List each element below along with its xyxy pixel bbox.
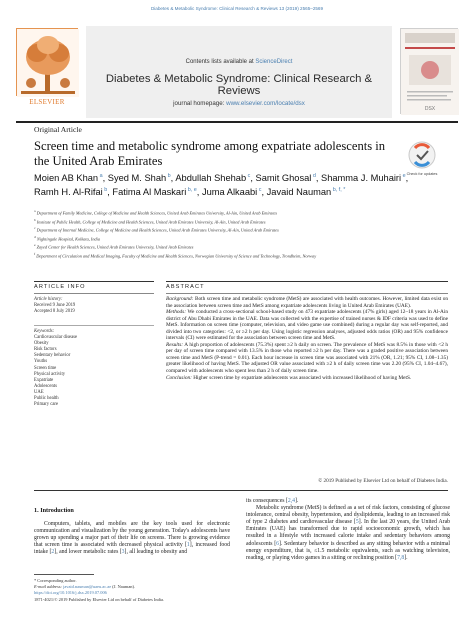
keywords-block [34,329,154,408]
affiliation-text: Institute of Public Health, College of Medicine and Health Sciences, United Arab Emirates University, Al-Ain, United Arab Emirates [36,218,266,224]
abstract-top-rule [166,281,448,282]
author-name: Abdullah Shehab [175,173,247,184]
citation-link[interactable]: 2 [51,549,55,556]
keyword-item: Physical activity [34,371,66,377]
doi-link[interactable]: https://doi.org/10.1016/j.dsx.2019.07.006 [34,590,107,596]
affiliation-item [34,225,444,234]
journal-title: Diabetes & Metabolic Syndrome: Clinical Research & Reviews [105,73,373,97]
keyword-item: Youths [34,359,48,365]
author-separator: , [315,173,322,184]
author-item[interactable] [175,173,255,183]
footnote-rule [34,574,94,575]
background-text: Both screen time and metabolic syndrome (MetS) are associated with health outcomes. However, limited data exist on the association between screen time and MetS among expatriate adolescents living in United Arab Emirates (UAE). [166,296,448,309]
intro-text: ]. Sedentary behavior is described as any sitting behavior with a minimal energy expenditure, that is, ≤1.5 metabolic equivalents, such as watching television, reading, or playing video games in a sitting or reclining position [ [246,540,450,561]
journal-cover-thumbnail[interactable] [400,28,458,114]
check-for-updates-icon[interactable] [406,140,438,174]
affiliation-mark: a [34,209,36,213]
keyword-item: Primary care [34,402,59,408]
methods-text: We conducted a cross-sectional school-based study on 473 expatriate adolescents (47% girls) aged 12–18 years in Al-Ain district of Abu Dhabi Emirates in the UAE. Data was collected with the expertise of trained nurses & IDF criteria was used to define MetS. Information on screen time (computer, television, and video game use combined) during a regular day was self-reported, and divided into two categories: <2, or ≥2 h per day. Using logistic regression analyses, adjusted odds ratios (OR) and 95% confidence intervals (CI) were estimated for the association between screen time and MetS. [166,309,448,342]
author-separator: , [107,186,113,197]
issn-line: 1871-4021/© 2019 Published by Elsevier Ltd on behalf of Diabetes India. [34,596,165,602]
keyword-item: Public health [34,396,59,402]
author-affil-mark: c [258,186,262,193]
abstract-results [166,342,448,375]
affiliation-text: Zayed Center for Health Sciences, United Arab Emirates University, United Arab Emirates [36,244,194,250]
citation-link[interactable]: 5 [355,519,359,526]
abstract-conclusion [166,375,448,382]
citation-link[interactable]: 6 [276,540,280,547]
author-item[interactable] [34,187,112,197]
article-title: Screen time and metabolic syndrome among expatriate adolescents in the United Arab Emirates [34,139,386,168]
abstract-methods [166,309,448,342]
intro-text: ]. [295,498,299,504]
author-separator: , [196,186,202,197]
affiliation-text: Nightingale Hospital, Kolkata, India [36,235,100,241]
background-label: Background: [166,296,194,302]
author-affil-mark: c [247,173,251,179]
author-item[interactable] [256,173,321,183]
affiliations [34,208,444,259]
abstract-bottom-rule [34,490,448,491]
author-separator: , [170,173,176,184]
abstract-heading: ABSTRACT [166,284,205,290]
author-item[interactable] [112,187,202,197]
email-suffix: (J. Nauman). [111,584,136,590]
affiliation-item [34,242,444,251]
conclusion-label: Conclusion: [166,374,192,381]
keyword-item: Adolescents [34,383,57,389]
author-list [34,171,414,198]
affiliation-mark: f [34,251,36,256]
author-separator: , [102,173,108,184]
homepage-prefix: journal homepage: [173,100,227,107]
citation-link[interactable]: 3 [121,549,125,556]
intro-right-column [246,498,450,562]
author-affil-mark: b [167,173,171,179]
author-item[interactable] [202,187,267,197]
keyword-item: Cardiovascular disease [34,335,78,341]
author-name: Ramh H. Al-Rifai [34,186,103,197]
affiliation-mark: b [34,217,36,222]
author-affil-mark: b, e [187,186,197,193]
author-separator: , [261,186,267,197]
affiliation-item [34,208,444,217]
author-name: Javaid Nauman [266,186,332,197]
article-history [34,297,154,315]
running-head[interactable]: Diabetes & Metabolic Syndrome: Clinical Research & Reviews 13 (2019) 2565–2569 [150,6,324,11]
affiliation-item [34,251,444,260]
contents-prefix: Contents lists available at [185,59,256,65]
author-affil-mark: e [402,173,406,179]
results-text: A high proportion of adolescents (75.3%) spent ≥2 h daily on screen. The prevalence of MetS was 8.5% in those with <2 h per day of screen time compared with 13.5% in those who reported ≥2 h per day. There was a graded positive association between screen time and MetS (P-trend = 0.01). Each hour increase in screen time was associated with 21% (OR, 1.21; 95% CI, 1.08–1.35) greater likelihood of having MetS. The adjusted OR value associated with ≥2 h of daily screen time was 2.20 (95% CI, 1.04–4.67), compared with adolescents who spent less than 2 h of daily screen time. [166,341,448,375]
author-item[interactable] [108,173,176,183]
affiliation-mark: e [34,243,36,248]
cover-brand-text: DSX [424,106,436,112]
homepage-link[interactable]: www.elsevier.com/locate/dsx [226,100,305,107]
intro-text: ]. In the last 20 years, the United Arab Emirates (UAE) has transformed due to rapid socioeconomic growth, which has resulted in a lifestyle with increased calorie intake and sedentary behaviors among adolescents [ [246,519,450,547]
article-info-heading: ARTICLE INFO [34,284,86,290]
affiliation-text: Department of Family Medicine, College of Medicine and Health Sciences, United Arab Emirates University, Al-Ain, United Arab Emirates [36,210,278,216]
email-label: E-mail address: [34,584,64,590]
author-name: Samit Ghosal [255,173,312,184]
citation-link[interactable]: 7,8 [397,554,405,561]
keyword-item: Sedentary behavior [34,353,71,359]
affiliation-text: Department of Circulation and Medical Imaging, Faculty of Medicine and Health Sciences, Norwegian University of Science and Technology, Trondheim, Norway [36,253,317,258]
email-link[interactable]: javaid.nauman@uaeu.ac.ae [63,584,112,590]
author-name: Juma Alkaabi [201,186,258,197]
footnotes [34,578,234,603]
author-name: Fatima Al Maskari [112,186,187,197]
author-name: Shamma J. Muhairi [321,173,402,184]
conclusion-text: Higher screen time by expatriate adolescents was associated with increased likelihood of having MetS. [191,374,412,381]
affiliation-mark: c [34,226,36,231]
intro-paragraph [246,505,450,562]
citation-link[interactable]: 2,4 [287,498,296,504]
author-separator: , [250,173,256,184]
affiliation-mark: d [34,234,36,239]
author-affil-mark: a [99,173,103,179]
author-affil-mark: d [312,173,316,179]
received-date: Received 9 June 2019 [34,303,76,309]
publisher-name: ELSEVIER [29,98,65,106]
affiliation-text: Department of Internal Medicine, College of Medicine and Health Sciences, United Arab Emirates University, Al-Ain, United Arab Emirates [36,227,279,233]
sciencedirect-link[interactable]: ScienceDirect [255,59,293,65]
intro-text: ]. [404,554,408,561]
author-item[interactable] [267,187,346,197]
keywords-label: Keywords: [34,329,55,334]
intro-text: ], all leading to obesity and [124,549,188,556]
keyword-item: Risk factors [34,347,57,353]
keyword-item: UAE [34,389,44,395]
author-item[interactable] [34,173,108,183]
header-rule [16,121,458,123]
author-affil-mark: b, f, * [332,186,346,193]
author-item[interactable] [321,173,408,183]
intro-text: Computers, tablets, and mobiles are the key tools used for electronic communication and visualization by the young generation. Today's adolescents have grown up spending a major part of their life on screens. There is growing evidence that screen time is associated with decreased physical activity [ [34,521,230,549]
history-label: Article history: [34,297,63,302]
intro-text: Metabolic syndrome (MetS) is defined as a set of risk factors, consisting of glucose intolerance, central obesity, hypertension, and dyslipidemia, leading to an increased risk of type 2 diabetes and cardiovascular disease [ [246,505,450,526]
abstract-body [166,296,448,381]
copyright-line: © 2019 Published by Elsevier Ltd on behalf of Diabetes India. [318,478,448,484]
results-label: Results: [166,341,184,348]
keyword-item: Obesity [34,341,49,347]
corresponding-author-note: * Corresponding author. [34,578,77,583]
author-separator: , [405,173,409,184]
keyword-item: Screen time [34,365,57,371]
author-affil-mark: b [104,186,108,193]
article-type: Original Article [34,125,82,134]
elsevier-tree-logo [16,28,78,96]
author-name: Syed M. Shah [107,173,167,184]
contents-line [86,59,392,65]
citation-link[interactable]: 1 [186,542,190,549]
intro-left-column [34,521,230,556]
accepted-date: Accepted 8 July 2019 [34,309,75,315]
abstract-background [166,296,448,309]
methods-label: Methods: [166,309,187,316]
affiliation-item [34,234,444,243]
introduction-heading: 1. Introduction [34,507,74,514]
affiliation-item [34,217,444,226]
check-for-updates-label[interactable]: Check for updates [406,172,438,176]
author-name: Moien AB Khan [34,173,99,184]
intro-text: ], and lower metabolic rates [ [54,549,122,556]
article-info-top-rule [34,281,154,282]
intro-text: its consequences [ [246,498,288,504]
journal-homepage [86,100,392,107]
keyword-item: Expatriate [34,377,54,383]
intro-text: ], increased food intake [ [34,542,230,556]
